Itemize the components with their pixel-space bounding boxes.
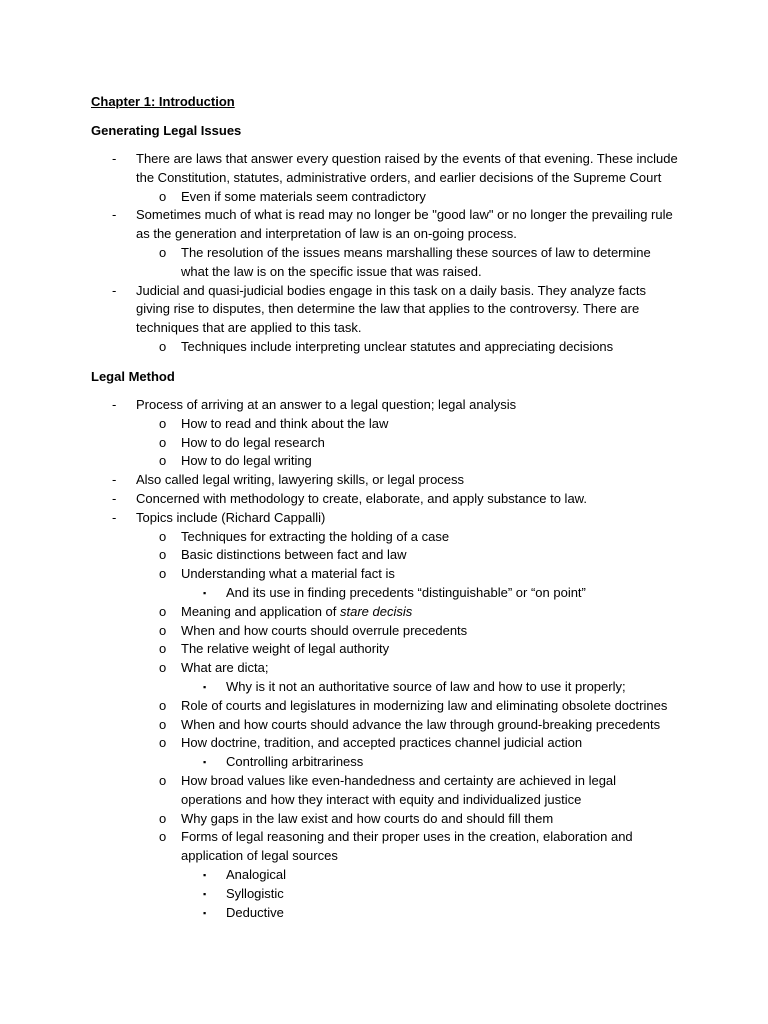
list-item	[0, 565, 768, 584]
circle-bullet-icon: o	[159, 641, 167, 657]
dash-bullet-icon: -	[112, 472, 117, 488]
circle-bullet-icon: o	[159, 772, 167, 788]
list-item-text	[181, 622, 680, 641]
list-item	[0, 584, 768, 603]
list-item	[0, 659, 768, 678]
list-item-main-text: Even if some materials seem contradictory	[181, 188, 426, 204]
list-item-text	[226, 584, 680, 603]
list-item	[0, 753, 768, 772]
dash-bullet-icon: -	[112, 397, 117, 412]
circle-bullet-icon: o	[159, 434, 167, 450]
list-item-main-text: How broad values like even-handedness and certainty are achieved in legal operations and how they interact with equity and individualized justice	[181, 772, 617, 807]
list-item	[0, 471, 768, 490]
list-item-main-text: Why is it not an authoritative source of law and how to use it properly;	[226, 678, 626, 694]
list-item	[0, 150, 768, 188]
list-item	[0, 640, 768, 659]
circle-bullet-icon: o	[159, 810, 167, 826]
circle-bullet-icon: o	[159, 622, 167, 638]
list-item-text	[136, 490, 680, 509]
list-item-main-text: There are laws that answer every question raised by the events of that evening. These include the Constitution, statutes, administrative orders, and earlier decisions of the Supreme Court	[136, 151, 678, 185]
list-item-main-text: Deductive	[226, 904, 284, 920]
square-bullet-icon: ▪	[203, 869, 207, 880]
list-item	[0, 828, 768, 866]
list-item	[0, 528, 768, 547]
list-item	[0, 716, 768, 735]
circle-bullet-icon: o	[159, 415, 167, 431]
list-item	[0, 490, 768, 509]
circle-bullet-icon: o	[159, 453, 167, 469]
list-item-main-text: Controlling arbitrariness	[226, 754, 364, 770]
dash-bullet-icon: -	[112, 509, 117, 525]
list-item	[0, 338, 768, 357]
list-item-text	[181, 565, 680, 584]
list-item-text	[181, 603, 680, 622]
circle-bullet-icon: o	[159, 660, 167, 676]
list-item	[0, 772, 768, 810]
circle-bullet-icon: o	[159, 697, 167, 713]
list-item-text	[181, 415, 680, 434]
section-title-generating-legal-issues: Generating Legal Issues	[91, 123, 242, 138]
list-item	[0, 546, 768, 565]
circle-bullet-icon: o	[159, 603, 167, 619]
list-item-main-text: How to read and think about the law	[181, 415, 389, 431]
list-item-text	[181, 434, 680, 453]
list-item-main-text: Techniques for extracting the holding of a case	[181, 528, 450, 544]
list-item-text	[181, 452, 680, 471]
list-item-text	[181, 528, 680, 547]
list-item	[0, 396, 768, 415]
list-item	[0, 697, 768, 716]
circle-bullet-icon: o	[159, 188, 167, 204]
list-item-text	[226, 885, 680, 904]
list-item-text	[181, 338, 680, 357]
list-item-main-text: When and how courts should overrule precedents	[181, 622, 468, 638]
list-item-text	[181, 772, 680, 810]
list-item-main-text: The relative weight of legal authority	[181, 641, 390, 657]
list-item	[0, 866, 768, 885]
chapter-title: Chapter 1: Introduction	[91, 94, 235, 109]
circle-bullet-icon: o	[159, 547, 167, 563]
circle-bullet-icon: o	[159, 716, 167, 732]
list-item	[0, 244, 768, 282]
list-item-text	[181, 640, 680, 659]
list-item	[0, 678, 768, 697]
list-item-text	[136, 282, 680, 338]
square-bullet-icon: ▪	[203, 757, 207, 768]
list-item-main-text: How to do legal writing	[181, 453, 312, 469]
list-item-text	[226, 678, 680, 697]
list-item-text	[181, 810, 680, 829]
list-item-main-text: Techniques include interpreting unclear statutes and appreciating decisions	[181, 338, 614, 354]
square-bullet-icon: ▪	[203, 888, 207, 899]
list-item-text	[136, 206, 680, 244]
list-item-text	[181, 697, 680, 716]
list-item-italic-text: stare decisis	[340, 603, 413, 619]
circle-bullet-icon: o	[159, 735, 167, 751]
list-item-main-text: What are dicta;	[181, 660, 269, 676]
list-item-text	[136, 471, 680, 490]
square-bullet-icon: ▪	[203, 681, 207, 692]
list-item-main-text: Forms of legal reasoning and their proper uses in the creation, elaboration and application of legal sources	[181, 829, 633, 864]
list-item-text	[181, 659, 680, 678]
list-item-main-text: Basic distinctions between fact and law	[181, 547, 407, 563]
circle-bullet-icon: o	[159, 566, 167, 582]
list-item-main-text: Concerned with methodology to create, elaborate, and apply substance to law.	[136, 490, 587, 506]
list-item-main-text: How doctrine, tradition, and accepted practices channel judicial action	[181, 735, 583, 751]
list-item-text	[181, 244, 680, 282]
list-item-text	[181, 188, 680, 207]
circle-bullet-icon: o	[159, 829, 167, 845]
section-title-legal-method: Legal Method	[91, 369, 175, 384]
list-item-text	[136, 150, 680, 188]
dash-bullet-icon: -	[112, 282, 117, 298]
list-item-main-text: Syllogistic	[226, 885, 284, 901]
dash-bullet-icon: -	[112, 207, 117, 223]
dash-bullet-icon: -	[112, 151, 117, 166]
list-item-main-text: Process of arriving at an answer to a legal question; legal analysis	[136, 397, 517, 412]
list-item-text	[226, 753, 680, 772]
list-item-main-text: Meaning and application of	[181, 603, 341, 619]
list-item-main-text: Judicial and quasi-judicial bodies engage in this task on a daily basis. They analyze facts giving rise to disputes, then determine the law that applies to the controversy. There are techniques that are applied to this task.	[136, 282, 646, 336]
list-item-text	[181, 716, 680, 735]
list-item-main-text: Why gaps in the law exist and how courts do and should fill them	[181, 810, 554, 826]
list-item-main-text: Sometimes much of what is read may no longer be "good law" or no longer the prevailing rule as the generation and interpretation of law is an on-going process.	[136, 207, 673, 242]
section-list-generating-legal-issues	[0, 150, 768, 357]
list-item	[0, 885, 768, 904]
list-item	[0, 206, 768, 244]
list-item	[0, 282, 768, 338]
list-item	[0, 415, 768, 434]
list-item	[0, 509, 768, 528]
circle-bullet-icon: o	[159, 528, 167, 544]
list-item	[0, 904, 768, 923]
list-item-main-text: Role of courts and legislatures in modernizing law and eliminating obsolete doctrines	[181, 697, 668, 713]
list-item-main-text: Understanding what a material fact is	[181, 566, 395, 582]
list-item-main-text: How to do legal research	[181, 434, 325, 450]
list-item-main-text: Topics include (Richard Cappalli)	[136, 509, 326, 525]
dash-bullet-icon: -	[112, 490, 117, 506]
list-item-text	[226, 866, 680, 885]
list-item-text	[181, 734, 680, 753]
list-item-main-text: And its use in finding precedents “distinguishable” or “on point”	[226, 584, 586, 600]
list-item-main-text: Also called legal writing, lawyering skills, or legal process	[136, 472, 465, 488]
circle-bullet-icon: o	[159, 244, 167, 260]
list-item	[0, 603, 768, 622]
list-item-main-text: The resolution of the issues means marshalling these sources of law to determine what the law is on the specific issue that was raised.	[181, 244, 651, 279]
list-item-text	[136, 509, 680, 528]
list-item	[0, 434, 768, 453]
list-item	[0, 734, 768, 753]
list-item-text	[181, 828, 680, 866]
list-item-main-text: When and how courts should advance the law through ground-breaking precedents	[181, 716, 661, 732]
list-item-text	[136, 396, 680, 415]
list-item	[0, 810, 768, 829]
list-item	[0, 452, 768, 471]
square-bullet-icon: ▪	[203, 907, 207, 918]
list-item-text	[226, 904, 680, 923]
circle-bullet-icon: o	[159, 338, 167, 354]
section-list-legal-method	[0, 396, 768, 922]
list-item-main-text: Analogical	[226, 866, 286, 882]
list-item	[0, 622, 768, 641]
list-item-text	[181, 546, 680, 565]
square-bullet-icon: ▪	[203, 587, 207, 598]
list-item	[0, 188, 768, 207]
